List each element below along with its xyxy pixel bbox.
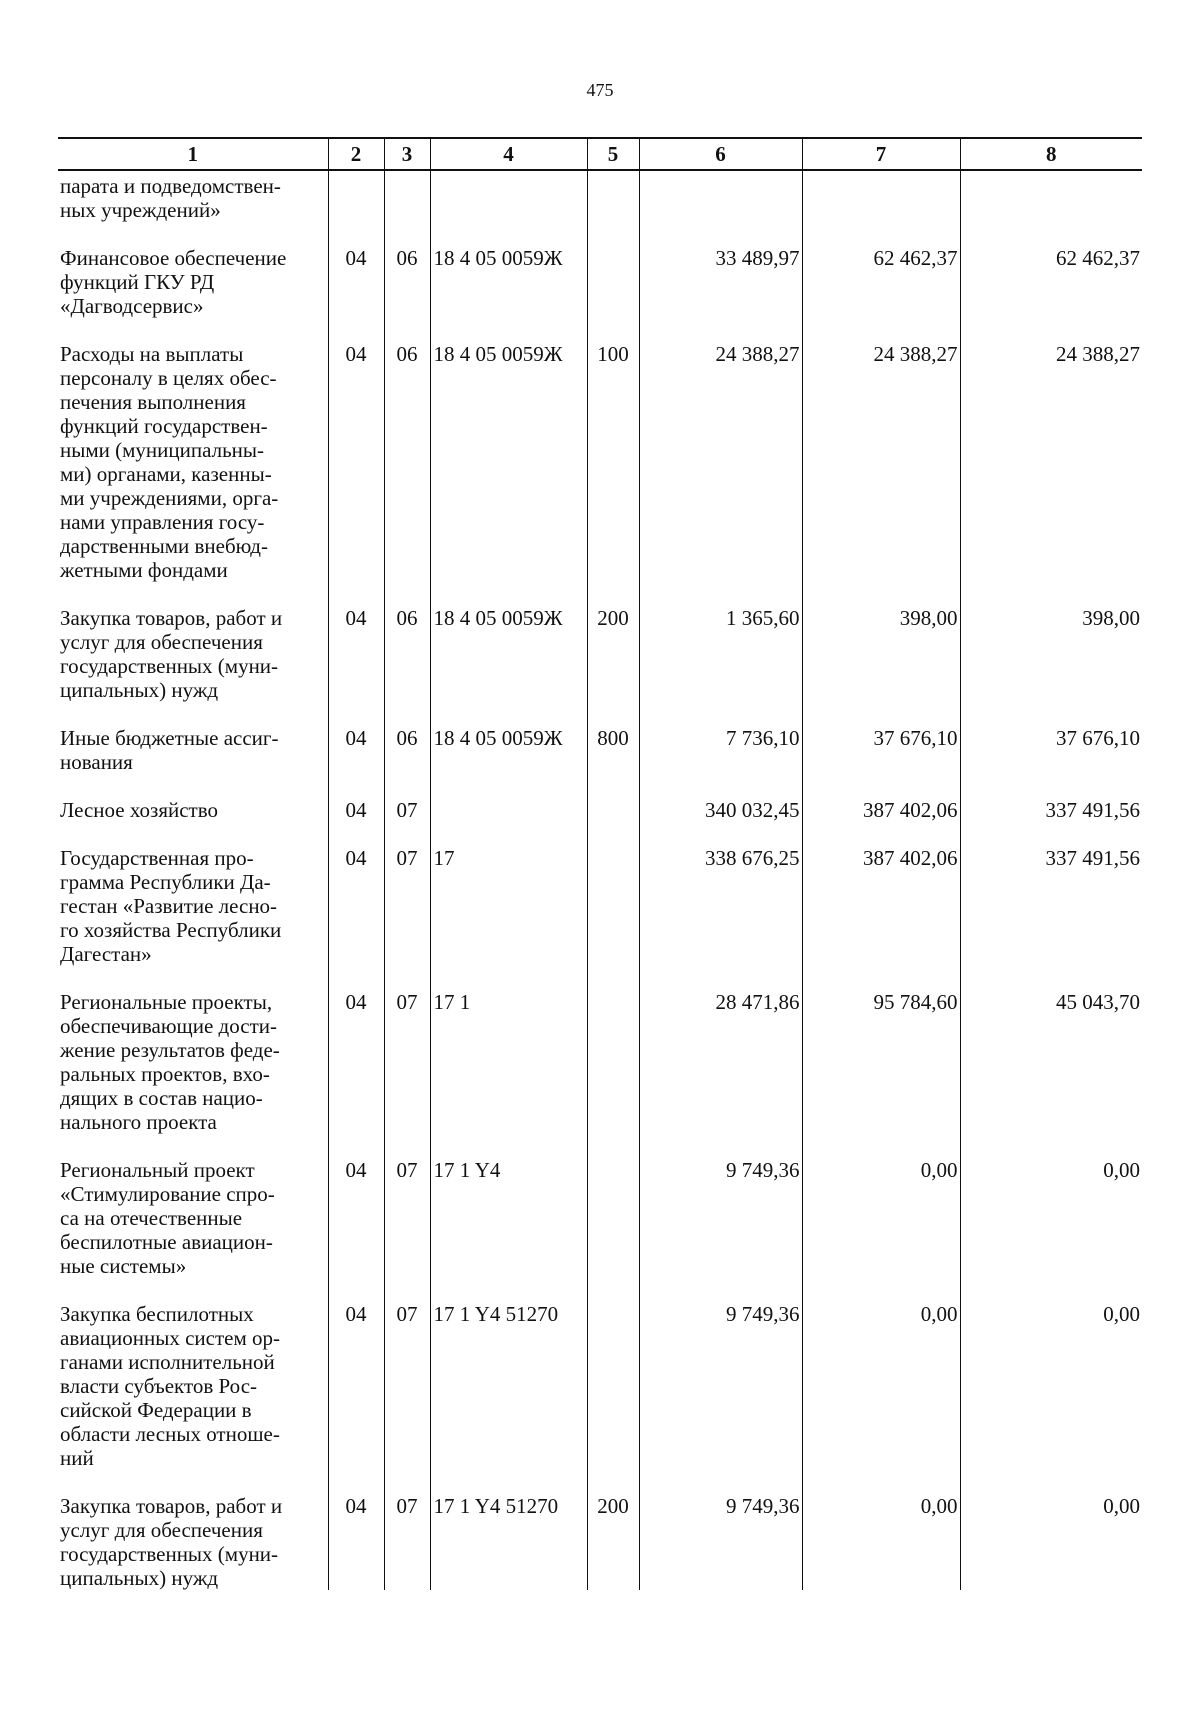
target-article-code-text: 18 4 05 0059Ж bbox=[433, 342, 563, 366]
amount-col7 bbox=[802, 170, 960, 240]
expense-type-code bbox=[587, 1296, 639, 1488]
section-code-text: 04 bbox=[345, 246, 367, 270]
section-code bbox=[328, 840, 384, 984]
amount-col7-text: 62 462,37 bbox=[873, 246, 958, 270]
column-header: 6 bbox=[639, 138, 802, 170]
target-article-code-text: 17 1 Y4 51270 bbox=[433, 1494, 559, 1518]
amount-col8 bbox=[960, 792, 1142, 840]
section-code bbox=[328, 240, 384, 336]
table-row bbox=[58, 170, 1142, 240]
expense-type-code bbox=[587, 792, 639, 840]
amount-col8-text: 24 388,27 bbox=[1056, 342, 1140, 366]
target-article-code bbox=[430, 240, 587, 336]
subsection-code-text: 07 bbox=[396, 1302, 418, 1326]
table-row bbox=[58, 720, 1142, 792]
amount-col8 bbox=[960, 1152, 1142, 1296]
amount-col8-text: 337 491,56 bbox=[1045, 798, 1140, 822]
expense-type-code bbox=[587, 840, 639, 984]
row-name-text: Закупка товаров, работ и услуг для обеспечения государственных (муни- ципальных) нужд bbox=[60, 606, 283, 702]
amount-col7 bbox=[802, 984, 960, 1152]
expense-type-code-text: 100 bbox=[597, 342, 629, 366]
amount-col8-text: 62 462,37 bbox=[1056, 246, 1140, 270]
target-article-code bbox=[430, 170, 587, 240]
subsection-code bbox=[384, 336, 430, 600]
subsection-code bbox=[384, 720, 430, 792]
row-name-text: Расходы на выплаты персоналу в целях обес- печения выполнения функций государствен- ными (муниципальны- ми) органами, казенны- ми учреждениями, орга- нами управления госу- дарственными внебюд- жетными фондами bbox=[60, 342, 279, 582]
table-row bbox=[58, 600, 1142, 720]
amount-col7-text: 387 402,06 bbox=[863, 846, 958, 870]
section-code bbox=[328, 1152, 384, 1296]
amount-col7 bbox=[802, 840, 960, 984]
subsection-code bbox=[384, 792, 430, 840]
budget-table bbox=[58, 137, 1142, 1590]
amount-col6-text: 28 471,86 bbox=[715, 990, 800, 1014]
table-row bbox=[58, 792, 1142, 840]
amount-col6 bbox=[639, 170, 802, 240]
amount-col7 bbox=[802, 1488, 960, 1590]
subsection-code bbox=[384, 600, 430, 720]
row-name bbox=[58, 1488, 328, 1590]
subsection-code bbox=[384, 840, 430, 984]
section-code-text: 04 bbox=[345, 846, 367, 870]
section-code-text: 04 bbox=[345, 1158, 367, 1182]
amount-col8 bbox=[960, 600, 1142, 720]
section-code-text: 04 bbox=[345, 1302, 367, 1326]
amount-col8-text: 398,00 bbox=[1082, 606, 1140, 630]
section-code bbox=[328, 1488, 384, 1590]
amount-col6-text: 9 749,36 bbox=[726, 1302, 800, 1326]
row-name bbox=[58, 240, 328, 336]
expense-type-code-text: 800 bbox=[597, 726, 629, 750]
row-name-text: Закупка товаров, работ и услуг для обеспечения государственных (муни- ципальных) нужд bbox=[60, 1494, 283, 1590]
table-row bbox=[58, 1488, 1142, 1590]
row-name bbox=[58, 1152, 328, 1296]
section-code bbox=[328, 336, 384, 600]
amount-col7-text: 24 388,27 bbox=[873, 342, 958, 366]
amount-col7-text: 95 784,60 bbox=[873, 990, 958, 1014]
subsection-code-text: 07 bbox=[396, 846, 418, 870]
amount-col6 bbox=[639, 720, 802, 792]
amount-col7 bbox=[802, 336, 960, 600]
column-header: 4 bbox=[430, 138, 587, 170]
target-article-code bbox=[430, 792, 587, 840]
row-name-text: Закупка беспилотных авиационных систем ор- ганами исполнительной власти субъектов Рос- сийской Федерации в области лесных отноше- ний bbox=[60, 1302, 281, 1470]
column-header: 3 bbox=[384, 138, 430, 170]
amount-col8 bbox=[960, 840, 1142, 984]
expense-type-code bbox=[587, 1488, 639, 1590]
target-article-code-text: 17 bbox=[433, 846, 455, 870]
amount-col8 bbox=[960, 240, 1142, 336]
column-header: 7 bbox=[802, 138, 960, 170]
subsection-code bbox=[384, 1488, 430, 1590]
amount-col8-text: 37 676,10 bbox=[1056, 726, 1140, 750]
column-header: 1 bbox=[58, 138, 328, 170]
amount-col8 bbox=[960, 984, 1142, 1152]
amount-col6-text: 1 365,60 bbox=[726, 606, 800, 630]
amount-col6 bbox=[639, 1296, 802, 1488]
amount-col6-text: 7 736,10 bbox=[726, 726, 800, 750]
expense-type-code-text: 200 bbox=[597, 606, 629, 630]
table-row bbox=[58, 1296, 1142, 1488]
expense-type-code bbox=[587, 240, 639, 336]
row-name-text: парата и подведомствен- ных учреждений» bbox=[60, 174, 281, 222]
table-row bbox=[58, 240, 1142, 336]
table-row bbox=[58, 984, 1142, 1152]
amount-col6-text: 33 489,97 bbox=[715, 246, 800, 270]
amount-col8-text: 337 491,56 bbox=[1045, 846, 1140, 870]
subsection-code-text: 06 bbox=[396, 726, 418, 750]
amount-col6 bbox=[639, 240, 802, 336]
amount-col7-text: 37 676,10 bbox=[873, 726, 958, 750]
table-body bbox=[58, 170, 1142, 1590]
amount-col6-text: 340 032,45 bbox=[705, 798, 800, 822]
amount-col8-text: 0,00 bbox=[1103, 1158, 1140, 1182]
expense-type-code bbox=[587, 336, 639, 600]
target-article-code-text: 18 4 05 0059Ж bbox=[433, 726, 563, 750]
target-article-code bbox=[430, 840, 587, 984]
amount-col8 bbox=[960, 720, 1142, 792]
subsection-code-text: 07 bbox=[396, 990, 418, 1014]
subsection-code-text: 07 bbox=[396, 1158, 418, 1182]
amount-col8-text: 0,00 bbox=[1103, 1494, 1140, 1518]
amount-col7 bbox=[802, 1152, 960, 1296]
amount-col6 bbox=[639, 1152, 802, 1296]
row-name bbox=[58, 170, 328, 240]
amount-col7-text: 0,00 bbox=[920, 1302, 958, 1326]
subsection-code-text: 06 bbox=[396, 246, 418, 270]
table-row bbox=[58, 840, 1142, 984]
row-name bbox=[58, 600, 328, 720]
target-article-code bbox=[430, 600, 587, 720]
column-header: 8 bbox=[960, 138, 1142, 170]
section-code-text: 04 bbox=[345, 342, 367, 366]
amount-col8 bbox=[960, 1488, 1142, 1590]
amount-col7 bbox=[802, 792, 960, 840]
row-name-text: Региональные проекты, обеспечивающие дости- жение результатов феде- ральных проектов, вхо- дящих в состав нацио- нального проекта bbox=[60, 990, 280, 1134]
target-article-code bbox=[430, 984, 587, 1152]
amount-col7-text: 0,00 bbox=[920, 1494, 958, 1518]
section-code-text: 04 bbox=[345, 726, 367, 750]
expense-type-code bbox=[587, 170, 639, 240]
section-code bbox=[328, 1296, 384, 1488]
subsection-code-text: 06 bbox=[396, 342, 418, 366]
amount-col7 bbox=[802, 1296, 960, 1488]
subsection-code bbox=[384, 240, 430, 336]
target-article-code bbox=[430, 336, 587, 600]
subsection-code-text: 06 bbox=[396, 606, 418, 630]
amount-col6 bbox=[639, 840, 802, 984]
target-article-code-text: 18 4 05 0059Ж bbox=[433, 246, 563, 270]
expense-type-code bbox=[587, 600, 639, 720]
expense-type-code bbox=[587, 984, 639, 1152]
amount-col6 bbox=[639, 984, 802, 1152]
amount-col7-text: 387 402,06 bbox=[863, 798, 958, 822]
target-article-code bbox=[430, 720, 587, 792]
subsection-code bbox=[384, 984, 430, 1152]
amount-col8 bbox=[960, 336, 1142, 600]
column-header: 5 bbox=[587, 138, 639, 170]
target-article-code bbox=[430, 1296, 587, 1488]
target-article-code bbox=[430, 1152, 587, 1296]
subsection-code bbox=[384, 170, 430, 240]
amount-col8-text: 45 043,70 bbox=[1056, 990, 1140, 1014]
row-name bbox=[58, 792, 328, 840]
amount-col7-text: 398,00 bbox=[899, 606, 958, 630]
row-name bbox=[58, 984, 328, 1152]
amount-col6-text: 9 749,36 bbox=[726, 1158, 800, 1182]
section-code bbox=[328, 984, 384, 1152]
amount-col8 bbox=[960, 170, 1142, 240]
table-row bbox=[58, 336, 1142, 600]
amount-col7-text: 0,00 bbox=[920, 1158, 958, 1182]
row-name-text: Лесное хозяйство bbox=[60, 798, 218, 822]
amount-col6 bbox=[639, 1488, 802, 1590]
target-article-code-text: 17 1 bbox=[433, 990, 471, 1014]
subsection-code-text: 07 bbox=[396, 798, 418, 822]
amount-col8 bbox=[960, 1296, 1142, 1488]
amount-col6-text: 24 388,27 bbox=[715, 342, 800, 366]
target-article-code-text: 17 1 Y4 bbox=[433, 1158, 501, 1182]
amount-col6-text: 338 676,25 bbox=[705, 846, 800, 870]
amount-col6 bbox=[639, 792, 802, 840]
section-code bbox=[328, 600, 384, 720]
amount-col7 bbox=[802, 600, 960, 720]
section-code-text: 04 bbox=[345, 606, 367, 630]
target-article-code bbox=[430, 1488, 587, 1590]
section-code-text: 04 bbox=[345, 798, 367, 822]
section-code bbox=[328, 792, 384, 840]
row-name bbox=[58, 720, 328, 792]
row-name bbox=[58, 1296, 328, 1488]
amount-col6 bbox=[639, 336, 802, 600]
section-code-text: 04 bbox=[345, 990, 367, 1014]
section-code-text: 04 bbox=[345, 1494, 367, 1518]
column-header: 2 bbox=[328, 138, 384, 170]
target-article-code-text: 18 4 05 0059Ж bbox=[433, 606, 563, 630]
table-row bbox=[58, 1152, 1142, 1296]
row-name-text: Финансовое обеспечение функций ГКУ РД «Дагводсервис» bbox=[60, 246, 287, 318]
row-name-text: Региональный проект «Стимулирование спро- са на отечественные беспилотные авиацион- ные системы» bbox=[60, 1158, 275, 1278]
expense-type-code bbox=[587, 720, 639, 792]
page-number: 475 bbox=[586, 80, 614, 100]
section-code bbox=[328, 170, 384, 240]
target-article-code-text: 17 1 Y4 51270 bbox=[433, 1302, 559, 1326]
row-name bbox=[58, 840, 328, 984]
section-code bbox=[328, 720, 384, 792]
amount-col7 bbox=[802, 720, 960, 792]
row-name-text: Государственная про- грамма Республики Да- гестан «Развитие лесно- го хозяйства Республики Дагестан» bbox=[60, 846, 282, 966]
amount-col7 bbox=[802, 240, 960, 336]
amount-col8-text: 0,00 bbox=[1103, 1302, 1140, 1326]
table-header-row bbox=[58, 138, 1142, 170]
expense-type-code bbox=[587, 1152, 639, 1296]
row-name-text: Иные бюджетные ассиг- нования bbox=[60, 726, 279, 774]
row-name bbox=[58, 336, 328, 600]
subsection-code-text: 07 bbox=[396, 1494, 418, 1518]
amount-col6 bbox=[639, 600, 802, 720]
subsection-code bbox=[384, 1296, 430, 1488]
expense-type-code-text: 200 bbox=[597, 1494, 629, 1518]
amount-col6-text: 9 749,36 bbox=[726, 1494, 800, 1518]
subsection-code bbox=[384, 1152, 430, 1296]
